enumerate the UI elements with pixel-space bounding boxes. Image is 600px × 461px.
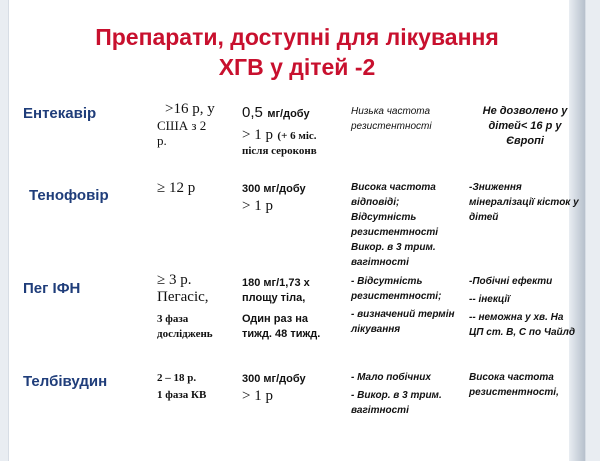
resistance-line: - Викор. в 3 трим.	[351, 390, 442, 401]
note-line: Європі	[506, 135, 544, 147]
resistance-line: - Відсутність	[351, 276, 423, 287]
dose-line: 180 мг/1,73 х	[242, 277, 310, 289]
age-phase-line: досліджень	[157, 328, 213, 340]
resistance-line: резистентності	[351, 227, 439, 238]
resistance-line: вагітності	[351, 405, 409, 416]
resistance-line: Відсутність	[351, 212, 417, 223]
note-line: мінералізації кісток у	[469, 197, 579, 208]
drug-name: Телбівудин	[23, 373, 108, 390]
note-line: Висока частота	[469, 372, 554, 383]
age-line: 2 – 18 р.	[157, 372, 197, 384]
resistance-cell	[351, 104, 461, 134]
dose-cell	[242, 276, 346, 342]
note-line: резистентності,	[469, 387, 559, 398]
age-cell	[157, 180, 235, 197]
resistance-line: Висока частота	[351, 182, 436, 193]
dose-value: 300 мг/добу	[242, 183, 306, 195]
note-cell	[467, 104, 583, 149]
dose-note: (+ 6 міс.	[277, 130, 317, 142]
resistance-cell	[351, 370, 463, 418]
dose-value: 0,5	[242, 104, 263, 121]
age-line: р.	[157, 133, 167, 148]
age-line: 1 фаза КВ	[157, 389, 207, 401]
dose-line: площу тіла,	[242, 292, 306, 304]
note-line: дітей	[469, 212, 499, 223]
resistance-line: вагітності	[351, 257, 409, 268]
resistance-line: резистентності	[351, 121, 432, 132]
age-line: ≥ 3 р.	[157, 272, 192, 288]
dose-unit: мг/добу	[267, 108, 310, 120]
dose-line: Один раз на	[242, 313, 308, 325]
resistance-line: Викор. в 3 трим.	[351, 242, 436, 253]
dose-note: після сероконв	[242, 145, 317, 157]
age-cell	[157, 272, 241, 342]
resistance-line: - Мало побічних	[351, 372, 431, 383]
age-line: Пегасіс,	[157, 289, 209, 305]
note-line: дітей< 16 р у	[488, 120, 562, 132]
age-line: ˃16 р, у	[165, 101, 215, 117]
drug-name: Тенофовір	[29, 187, 109, 204]
note-line: -Побічні ефекти	[469, 276, 553, 287]
resistance-line: резистентності;	[351, 291, 442, 302]
age-cell	[157, 370, 237, 404]
drug-name: Пег ІФН	[23, 280, 81, 297]
title-line-2: ХГВ у дітей -2	[218, 54, 376, 80]
dose-cell	[242, 104, 344, 158]
dose-cell	[242, 182, 344, 215]
age-line: США з 2	[157, 118, 207, 133]
resistance-line: - визначений термін	[351, 309, 455, 320]
dose-age: > 1 р	[242, 127, 273, 143]
dose-cell	[242, 372, 344, 405]
title-line-1: Препарати, доступні для лікування	[95, 24, 499, 50]
note-line: Не дозволено у	[482, 105, 568, 117]
resistance-line: відповіді;	[351, 197, 400, 208]
note-line: -- неможна у хв. На	[469, 312, 564, 323]
dose-value: 300 мг/добу	[242, 373, 306, 385]
resistance-cell	[351, 180, 461, 270]
drug-name: Ентекавір	[23, 105, 97, 122]
resistance-line: Низька частота	[351, 106, 431, 117]
resistance-line: лікування	[351, 324, 401, 335]
note-line: -- інекції	[469, 294, 510, 305]
note-line: -Зниження	[469, 182, 522, 193]
age-phase-line: 3 фаза	[157, 313, 189, 325]
resistance-cell	[351, 274, 463, 337]
age-cell	[157, 101, 235, 148]
dose-line: тижд. 48 тижд.	[242, 328, 321, 340]
dose-age: > 1 р	[242, 198, 273, 214]
slide	[8, 0, 586, 461]
dose-age: > 1 р	[242, 388, 273, 404]
note-cell	[469, 370, 585, 400]
note-line: ЦП ст. В, С по Чайлд	[469, 327, 576, 338]
note-cell	[469, 274, 585, 340]
age-line: ≥ 12 р	[157, 180, 196, 196]
note-cell	[469, 180, 585, 225]
slide-title	[9, 22, 585, 82]
